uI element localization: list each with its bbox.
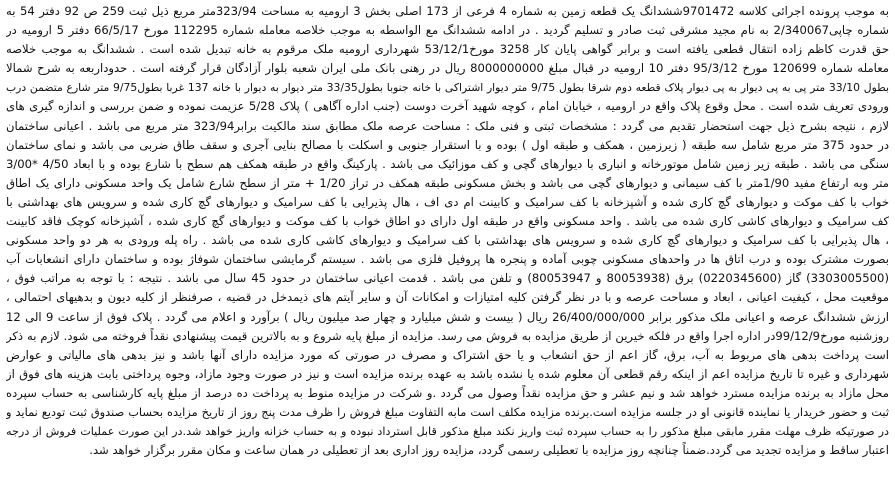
text-line-14: بصورت مشترک بوده و درب اتاق ها در واحدهای مسکونی چوبی آماده و پنجره ها پروفیل فلزی می باشد . سیستم گرمایشی ساختمان شوفاژ بوده و ساختمان دارای انشعابات آب	[6, 252, 889, 267]
text-line-9: سنگی می باشد . طبقه زیر زمین شامل موتورخانه و انباری با دیوارهای گچی و کف موزائیک می باشد . پارکینگ واقع در طبقه همکف هم سطح با شارع بوده و با ابعاد 4/50 *3/00	[6, 156, 889, 171]
text-line-7: لازم ، نتیجه بشرح ذیل جهت استحضار تقدیم می گردد : مشخصات ثبتی و فنی ملک : مساحت عرصه ملک مطابق سند مالکیت برابر323/94 متر مربع می باشد . اعیانی ساختمان	[6, 118, 889, 133]
text-line-22: ثبت و حضور خریدار یا نماینده قانونی او در جلسه مزایده است.برنده مزایده مکلف است مابه التفاوت مبلغ فروش را ظرف مدت پنج روز از تاریخ مزایده بحساب صندوق ثبت تودیع نماید و	[6, 404, 889, 419]
text-line-6: ورودی تعریف شده است . محل وقوع پلاک واقع در ارومیه ، خیابان امام ، کوچه شهید آخرت دوست (جنب اداره آگاهی ) پلاک 5/28 عزیمت نموده و ضمن بررسی و اندازه گیری های	[6, 99, 889, 114]
text-line-13: ، هال پذیرایی با کف سرامیک و دیوارهای گچ کاری شده و سرویس های بهداشتی با کف سرامیک و دیوارهای کاشی کاری شده می باشد . راه پله ورودی به هر دو واحد مسکونی	[6, 233, 889, 248]
text-line-17: ارزش ششدانگ عرصه و اعیانی ملک مذکور برابر 26/400/000/000 ریال ( بیست و شش میلیارد و چهار صد میلیون ریال ) برآورد و اعلام می گردد . پلاک فوق از ساعت 9 الی 12	[6, 309, 889, 324]
text-line-2: شماره چاپی2/340067 به نام مجید مشرقی ثبت صادر و تسلیم گردید . در ادامه ششدانگ مع الواسطه به موجب خلاصه معامله شماره 112295 مورخ 66/5/17 دفتر 5 ارومیه در	[6, 23, 889, 38]
text-line-15: (3303005500) گاز (0220345600) برق (80053938 و 80053947) و تلفن می باشد . قدمت اعیانی ساختمان در حدود 45 سال می باشد . نتیجه : با توجه به مراتب فوق ،	[6, 271, 889, 286]
text-line-11: خواب با کف موکت و دیوارهای گچ کاری شده و آشپزخانه با کف سرامیک و کابینت ام دی اف ، هال پذیرایی با کف سرامیک و دیوارهای گچ کاری شده و سرویس های بهداشتی با	[6, 194, 889, 209]
text-line-12: کف سرامیک و دیوارهای کاشی کاری شده می باشد . واحد مسکونی واقع در طبقه اول دارای دو اطاق خواب با کف موکت و دیوارهای گچ کاری شده ، آشپزخانه کوچک فاقد کابینت	[6, 214, 889, 229]
text-line-24: اعتبار ساقط و مزایده تجدید می گردد.ضمناً چنانچه روز مزایده با تعطیلی رسمی گردد، مزایده روز اداری بعد از تعطیلی در همان ساعت و مکان مقرر برگزار خواهد شد.	[89, 443, 889, 458]
text-line-23: در صورتیکه ظرف مهلت مقرر مابقی مبلغ مذکور را به حساب سپرده ثبت واریز نکند مبلغ مذکور قابل استرداد نبوده و به حساب خزانه واریز خواهد شد.در این صورت عملیات فروش از درجه	[6, 425, 889, 439]
text-line-5: بطول 33/10 متر پی به پی دیوار به پی دیوار پلاک قطعه دوم شرقا بطول 9/75 متر دیوار اشتراکی با خانه جنوبا بطول33/35 متر دیوار به دیوار با خانه 137 غربا بطول9/75 متر شارع متضمن درب	[6, 81, 889, 95]
text-line-19: است پرداخت بدهی های مربوط به آب، برق، گاز اعم از حق انشعاب و یا حق اشتراک و مصرف در صورتی که مورد مزایده دارای آنها باشد و نیز بدهی های مالیاتی و عوارض	[6, 347, 889, 362]
text-line-10: متر وبه ارتفاع مفید 1/90متر با کف سیمانی و دیوارهای گچی می باشد و بخش مسکونی طبقه همکف در تراز 1/20 + متر از سطح شارع شامل یک واحد مسکونی دارای یک اطاق	[6, 175, 889, 190]
text-line-8: در حدود 375 متر مربع شامل سه طبقه ( زیرزمین ، همکف و طبقه اول ) بوده و با استقرار جنوبی و اسکلت با مصالح بنایی آجری و سقف طاق ضربی می باشد و نمای ساختمان	[6, 137, 889, 152]
text-line-16: موقعیت محل ، کیفیت اعیانی ، ابعاد و مساحت عرصه و با در نظر گرفتن کلیه امتیازات و امکانات آن و سایر آیتم های ذیمدخل در قضیه ، صرفنظر از کلیه دیون و بدهیهای احتمالی ،	[6, 290, 889, 305]
text-line-1: به موجب پرونده اجرائی کلاسه 9701472ششدانگ یک قطعه زمین به شماره 4 فرعی از 173 اصلی بخش 3 ارومیه به مساحت 323/94متر مربع ذیل ثبت 259 ص 92 دفتر 54 به	[6, 4, 889, 18]
text-line-18: روزشنبه مورخ99/12/9در اداره اجرا واقع در فلکه خیرین از طریق مزایده به فروش می رسد. مزایده از مبلغ پایه شروع و به بالاترین قیمت پیشنهادی نقداً فروخته می شود. لازم به ذکر	[6, 328, 889, 343]
text-line-3: حق قدرت کاظم زاده انتقال قطعی یافته است و برابر گواهی پایان کار 3258 مورخ53/12/1 شهرداری ارومیه ملک مرقوم به خانه تبدیل شده است . ششدانگ به موجب خلاصه	[6, 42, 889, 57]
text-line-4: معامله شماره 120699 مورخ 95/3/12 دفتر 10 ارومیه در قبال مبلغ 8000000000 ریال در رهنی بانک ملی ایران شعبه بلوار آزادگان قرار گرفته است . حدوداربعه به شرح شمالا	[6, 61, 889, 76]
text-line-21: محل مازاد به برنده مزایده مسترد خواهد شد و نیم عشر و حق مزایده نقداً وصول می گردد .و شرکت در مزایده منوط به پرداخت ده درصد از مبلغ پایه کارشناسی به حساب سپرده	[6, 385, 889, 400]
text-line-20: شهرداری و غیره تا تاریخ مزایده اعم از اینکه رقم قطعی آن معلوم شده یا نشده باشد به عهده برنده مزایده است و نیز در صورت وجود مازاد، وجوه پرداختی بابت هزینه های فوق از	[6, 366, 889, 381]
